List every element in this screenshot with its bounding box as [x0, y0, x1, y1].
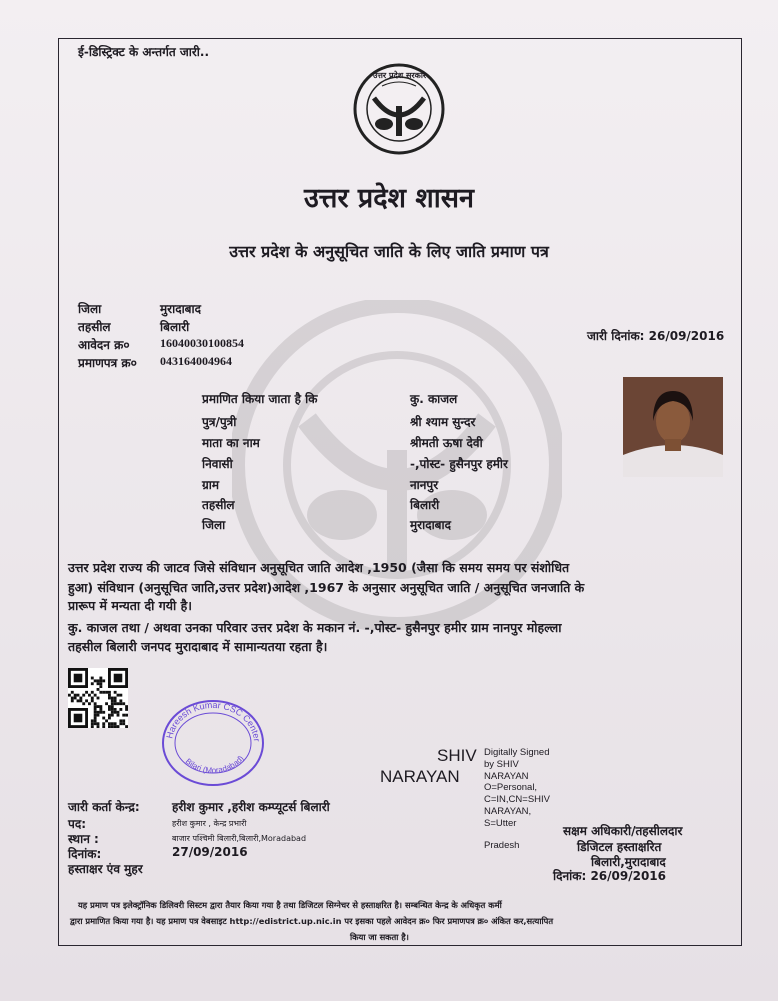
- signer-name-line1: SHIV: [437, 746, 477, 765]
- detail-value: नानपुर: [410, 478, 439, 492]
- issue-date: जारी दिनांक: 26/09/2016: [587, 329, 725, 343]
- issuer-place-value: बाजार पश्चिमी बिलारी,बिलारी,Moradabad: [172, 834, 307, 843]
- signature-detail-line: Digitally Signed: [484, 747, 550, 758]
- signature-detail-line: C=IN,CN=SHIV: [484, 794, 550, 806]
- footer-line: किया जा सकता है।: [350, 932, 409, 942]
- district-value: मुरादाबाद: [160, 302, 202, 316]
- issuer-center-value: हरीश कुमार ,हरीश कम्प्यूटर्स बिलारी: [172, 800, 330, 814]
- detail-label: निवासी: [202, 457, 233, 471]
- tehsil-value: बिलारी: [160, 320, 190, 334]
- authority-line1: सक्षम अधिकारी/तहसीलदार: [563, 824, 683, 838]
- detail-value: -,पोस्ट- हुसैनपुर हमीर: [410, 457, 508, 471]
- applicant-photo: [623, 377, 723, 477]
- page-title: उत्तर प्रदेश शासन: [304, 183, 474, 214]
- detail-value: कु. काजल: [410, 392, 458, 406]
- tehsil-label: तहसील: [78, 320, 111, 334]
- issuer-date-value: 27/09/2016: [172, 845, 248, 859]
- signature-detail-line: NARAYAN,: [484, 805, 532, 817]
- issuer-post-label: पद:: [68, 817, 86, 831]
- authority-date: दिनांक: 26/09/2016: [553, 869, 667, 883]
- application-value: 16040030100854: [160, 336, 244, 350]
- detail-value: बिलारी: [410, 498, 440, 512]
- detail-label: माता का नाम: [202, 436, 260, 450]
- authority-line2: डिजिटल हस्ताक्षरित: [577, 840, 662, 854]
- stamp-line2: Bilari (Moradabad): [183, 754, 246, 776]
- qr-code: [68, 668, 128, 728]
- signature-detail-line: NARAYAN: [484, 770, 529, 782]
- application-label: आवेदन क्र०: [78, 338, 130, 352]
- emblem-text: उत्तर प्रदेश सरकार: [373, 71, 427, 80]
- detail-label: तहसील: [202, 498, 235, 512]
- issuer-post-value: हरीश कुमार , केन्द्र प्रभारी: [172, 819, 247, 828]
- detail-value: मुरादाबाद: [410, 518, 452, 532]
- signer-name-line2: NARAYAN: [380, 767, 460, 786]
- paragraph1-line: प्रारूप में मन्यता दी गयी है।: [68, 598, 192, 613]
- footer-line: यह प्रमाण पत्र इलेक्ट्रॉनिक डिलिवरी सिस्टम द्वारा तैयार किया गया है तथा डिजिटल सिग्नेचर से हस्ताक्षरित है। सम्बन्धित केन्द्र के अधिकृत कर्मी: [78, 900, 502, 910]
- certificate-label: प्रमाणपत्र क्र०: [78, 356, 137, 370]
- detail-value: श्री श्याम सुन्दर: [410, 415, 476, 429]
- footer-line: द्वारा प्रमाणित किया गया है। यह प्रमाण पत्र वेबसाइट http://edistrict.up.nic.in पर इसका पहले आवेदन क्र० फिर प्रमाणपत्र क्र० अंकित कर,सत्यापित: [70, 916, 554, 926]
- signature-detail-line: by SHIV: [484, 758, 519, 770]
- stamp-line1: Hareesh Kumar CSC Center: [164, 699, 262, 743]
- issuer-date-label: दिनांक:: [68, 847, 102, 861]
- person-photo-icon: [623, 377, 723, 477]
- detail-label: ग्राम: [202, 478, 220, 492]
- detail-value: श्रीमती ऊषा देवी: [410, 436, 483, 450]
- signature-detail-line: O=Personal,: [484, 782, 538, 794]
- signature-detail-line: Pradesh: [484, 839, 520, 851]
- detail-label: पुत्र/पुत्री: [202, 415, 237, 429]
- authority-line3: बिलारी,मुरादाबाद: [591, 855, 666, 869]
- csc-center-stamp: [160, 698, 266, 788]
- certificate-value: 043164004964: [160, 354, 232, 368]
- paragraph1-line: हुआ) संविधान (अनुसूचित जाति,उत्तर प्रदेश)आदेश ,1967 के अनुसार अनुसूचित जाति / अनुसूचित जनजाति के: [68, 580, 585, 595]
- issuer-sign-label: हस्ताक्षर एंव मुहर: [68, 862, 143, 876]
- paragraph2-line: कु. काजल तथा / अथवा उनका परिवार उत्तर प्रदेश के मकान नं. -,पोस्ट- हुसैनपुर हमीर ग्राम नानपुर मोहल्ला: [68, 620, 562, 635]
- paragraph2-line: तहसील बिलारी जनपद मुरादाबाद में सामान्यतया रहता है।: [68, 639, 328, 654]
- signature-details: [484, 747, 550, 851]
- detail-label: प्रमाणित किया जाता है कि: [202, 392, 318, 406]
- issuer-center-label: जारी कर्ता केन्द्र:: [68, 800, 140, 814]
- signature-detail-line: S=Utter: [484, 817, 517, 829]
- svg-text:Bilari (Moradabad): [184, 754, 246, 775]
- district-label: जिला: [78, 302, 102, 316]
- page-subtitle: उत्तर प्रदेश के अनुसूचित जाति के लिए जाति प्रमाण पत्र: [229, 242, 549, 261]
- detail-label: जिला: [202, 518, 226, 532]
- svg-text:Hareesh Kumar CSC Center: [164, 700, 262, 742]
- header-note: ई-डिस्ट्रिक्ट के अन्तर्गत जारी..: [78, 45, 210, 59]
- paragraph1-line: उत्तर प्रदेश राज्य की जाटव जिसे संविधान अनुसूचित जाति आदेश ,1950 (जैसा कि समय समय पर संशोधित: [68, 560, 570, 575]
- issuer-place-label: स्थान :: [68, 832, 99, 846]
